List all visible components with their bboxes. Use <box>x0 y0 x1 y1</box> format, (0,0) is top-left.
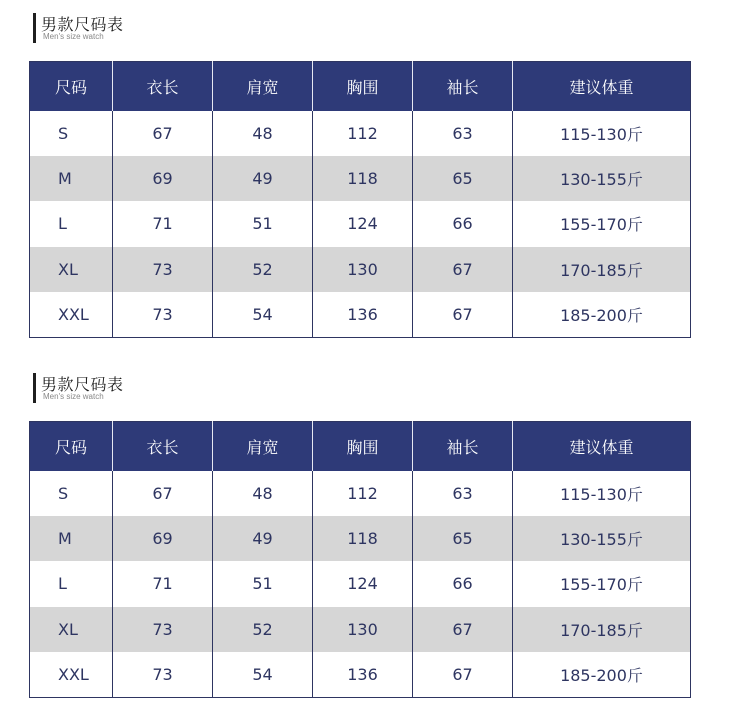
cell-sleeve: 66 <box>413 201 513 246</box>
cell-sleeve: 65 <box>413 516 513 561</box>
cell-chest: 130 <box>313 247 413 292</box>
header-size: 尺码 <box>30 62 113 112</box>
cell-length: 73 <box>113 652 213 698</box>
table-row <box>30 201 691 246</box>
cell-sleeve: 67 <box>413 607 513 652</box>
header-sleeve: 袖长 <box>413 62 513 112</box>
cell-size: S <box>58 124 69 144</box>
cell-sleeve: 67 <box>413 292 513 338</box>
cell-size: XXL <box>58 664 89 684</box>
cell-weight: 155-170斤 <box>513 201 691 246</box>
header-shoulder: 肩宽 <box>213 62 313 112</box>
cell-shoulder: 54 <box>213 652 313 698</box>
cell-sleeve: 66 <box>413 561 513 606</box>
cell-shoulder: 54 <box>213 292 313 338</box>
cell-size: M <box>30 516 113 561</box>
cell-chest: 130 <box>313 607 413 652</box>
cell-weight: 115-130斤 <box>513 111 691 156</box>
cell-shoulder: 52 <box>213 607 313 652</box>
cell-shoulder: 48 <box>213 471 313 516</box>
section-title: 男款尺码表 <box>41 15 124 34</box>
header-shoulder: 肩宽 <box>213 422 313 472</box>
cell-sleeve: 63 <box>413 471 513 516</box>
cell-size: M <box>30 156 113 201</box>
cell-chest: 124 <box>313 561 413 606</box>
table-row <box>30 471 691 516</box>
section-subtitle: Men's size watch <box>43 392 104 401</box>
header-length: 衣长 <box>113 62 213 112</box>
heading-accent-bar <box>33 373 36 403</box>
cell-chest: 112 <box>313 471 413 516</box>
cell-shoulder: 51 <box>213 561 313 606</box>
cell-weight: 130-155斤 <box>513 156 691 201</box>
cell-size: XXL <box>58 304 89 324</box>
cell-length: 73 <box>113 607 213 652</box>
section-subtitle: Men's size watch <box>43 32 104 41</box>
size-table <box>29 421 691 698</box>
cell-size: L <box>58 574 67 594</box>
header-size: 尺码 <box>30 422 113 472</box>
cell-chest: 124 <box>313 201 413 246</box>
header-sleeve: 袖长 <box>413 422 513 472</box>
cell-shoulder: 52 <box>213 247 313 292</box>
table-header-row <box>30 422 691 472</box>
cell-length: 73 <box>113 292 213 338</box>
cell-length: 71 <box>113 201 213 246</box>
table-row <box>30 156 691 201</box>
cell-chest: 118 <box>313 156 413 201</box>
cell-size: L <box>58 214 67 234</box>
cell-length: 69 <box>113 156 213 201</box>
cell-sleeve: 63 <box>413 111 513 156</box>
cell-weight: 115-130斤 <box>513 471 691 516</box>
cell-sleeve: 65 <box>413 156 513 201</box>
cell-shoulder: 49 <box>213 516 313 561</box>
cell-size: XL <box>30 607 113 652</box>
cell-shoulder: 49 <box>213 156 313 201</box>
cell-size: S <box>58 484 69 504</box>
cell-length: 73 <box>113 247 213 292</box>
table-header-row <box>30 62 691 112</box>
cell-shoulder: 48 <box>213 111 313 156</box>
cell-weight: 155-170斤 <box>513 561 691 606</box>
cell-weight: 170-185斤 <box>513 247 691 292</box>
table-row <box>30 607 691 652</box>
cell-weight: 185-200斤 <box>513 652 691 698</box>
cell-shoulder: 51 <box>213 201 313 246</box>
table-row <box>30 516 691 561</box>
cell-sleeve: 67 <box>413 652 513 698</box>
header-weight: 建议体重 <box>513 422 691 472</box>
cell-length: 69 <box>113 516 213 561</box>
table-row <box>30 247 691 292</box>
cell-chest: 136 <box>313 292 413 338</box>
header-chest: 胸围 <box>313 422 413 472</box>
table-row <box>30 652 691 698</box>
cell-chest: 136 <box>313 652 413 698</box>
cell-weight: 185-200斤 <box>513 292 691 338</box>
cell-length: 71 <box>113 561 213 606</box>
cell-chest: 112 <box>313 111 413 156</box>
cell-weight: 130-155斤 <box>513 516 691 561</box>
table-row <box>30 111 691 156</box>
section-title: 男款尺码表 <box>41 375 124 394</box>
cell-weight: 170-185斤 <box>513 607 691 652</box>
cell-size: XL <box>30 247 113 292</box>
cell-sleeve: 67 <box>413 247 513 292</box>
table-row <box>30 561 691 606</box>
size-table <box>29 61 691 338</box>
table-row <box>30 292 691 338</box>
cell-length: 67 <box>113 471 213 516</box>
cell-length: 67 <box>113 111 213 156</box>
cell-chest: 118 <box>313 516 413 561</box>
header-chest: 胸围 <box>313 62 413 112</box>
header-length: 衣长 <box>113 422 213 472</box>
header-weight: 建议体重 <box>513 62 691 112</box>
heading-accent-bar <box>33 13 36 43</box>
